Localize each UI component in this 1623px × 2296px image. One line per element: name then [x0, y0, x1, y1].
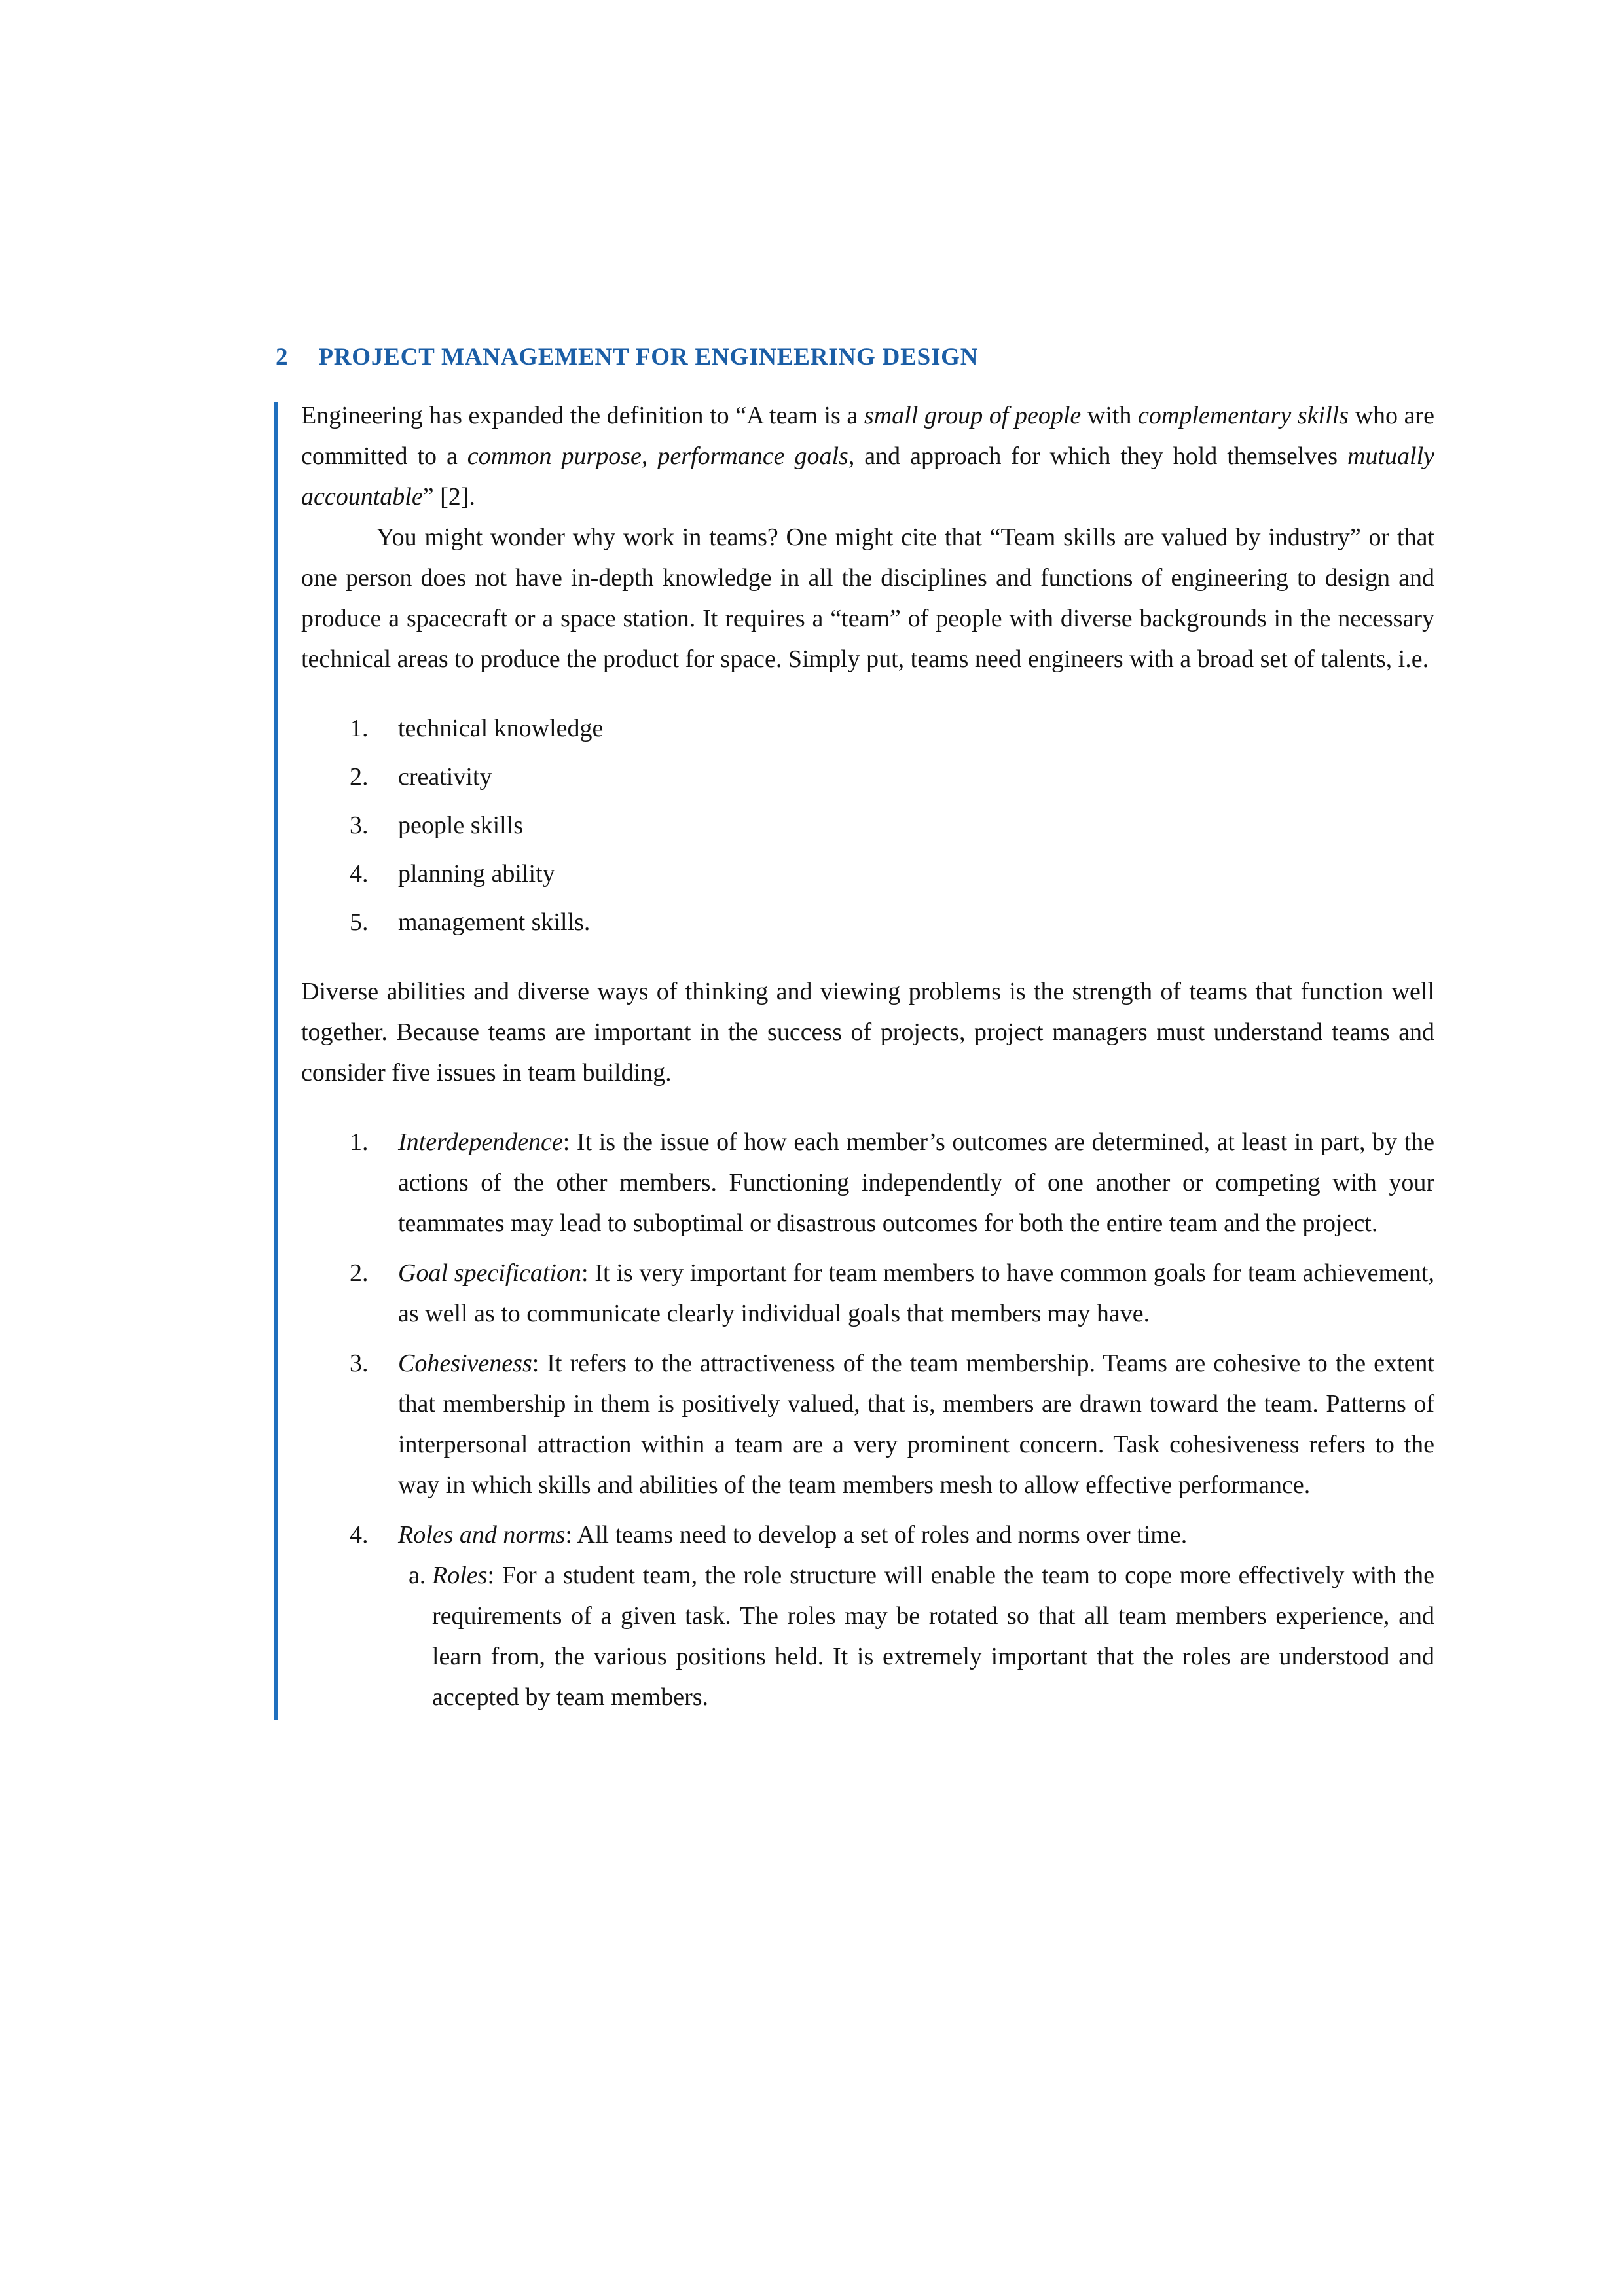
list-text: Cohesiveness: It refers to the attractiveness of the team membership. Teams are cohesive to the extent that membership in them is positively valued, that is, members are drawn toward the team. Patterns of interpersonal attraction within a team are a very prominent concern. Task cohesiveness refers to the way in which skills and abilities of the team members mesh to allow effective performance.	[398, 1350, 1434, 1499]
list-item	[301, 708, 1434, 749]
list-text: planning ability	[398, 860, 555, 888]
list-text: Interdependence: It is the issue of how each member’s outcomes are determined, at least in part, by the actions of the other members. Functioning independently of one another or competing with your teammates may lead to suboptimal or disastrous outcomes for both the entire team and the project.	[398, 1128, 1434, 1237]
list-item	[301, 853, 1434, 894]
talents-list	[301, 708, 1434, 942]
list-number: 2.	[350, 763, 369, 791]
list-text: Roles and norms: All teams need to develop a set of roles and norms over time.	[398, 1521, 1188, 1549]
list-text: management skills.	[398, 908, 591, 936]
sub-list-item-roles	[398, 1555, 1434, 1717]
list-number: 4.	[350, 860, 369, 888]
margin-rule	[274, 402, 278, 1720]
list-item-roles-and-norms	[301, 1515, 1434, 1717]
running-head	[276, 343, 978, 371]
list-item	[301, 757, 1434, 797]
list-item-cohesiveness	[301, 1343, 1434, 1505]
paragraph-why-teams: You might wonder why work in teams? One might cite that “Team skills are valued by industry” or that one person does not have in-depth knowledge in all the disciplines and functions of engineering to design and produce a spacecraft or a space station. It requires a “team” of people with diverse backgrounds in the necessary technical areas to produce the product for space. Simply put, teams need engineers with a broad set of talents, i.e.	[301, 524, 1434, 673]
list-number: 2.	[350, 1259, 369, 1287]
sub-list-text: Roles: For a student team, the role structure will enable the team to cope more effectively with the requirements of a given task. The roles may be rotated so that all team members experience, and learn from, the various positions held. It is extremely important that the roles are understood and accepted by team members.	[432, 1562, 1434, 1711]
list-text: people skills	[398, 812, 524, 839]
team-issues-list	[301, 1122, 1434, 1717]
list-number: 1.	[350, 1128, 369, 1156]
list-item-goal-specification	[301, 1253, 1434, 1334]
list-number: 5.	[350, 908, 369, 936]
page-number: 2	[276, 344, 289, 370]
list-item	[301, 902, 1434, 942]
paragraph-definition: Engineering has expanded the definition to “A team is a small group of people with complementary skills who are committed to a common purpose, performance goals, and approach for which they hold themselves mutually accountable” [2].	[301, 402, 1434, 511]
list-number: 4.	[350, 1521, 369, 1549]
list-number: 3.	[350, 1350, 369, 1377]
list-text: Goal specification: It is very important for team members to have common goals for team achievement, as well as to communicate clearly individual goals that members may have.	[398, 1259, 1434, 1327]
list-item	[301, 805, 1434, 846]
list-number: 1.	[350, 715, 369, 742]
chapter-title: PROJECT MANAGEMENT FOR ENGINEERING DESIGN	[318, 344, 979, 370]
list-text: creativity	[398, 763, 492, 791]
list-item-interdependence	[301, 1122, 1434, 1244]
list-text: technical knowledge	[398, 715, 604, 742]
paragraph-diverse-abilities: Diverse abilities and diverse ways of thinking and viewing problems is the strength of teams that function well together. Because teams are important in the success of projects, project managers must understand teams and consider five issues in team building.	[301, 978, 1434, 1086]
list-number: 3.	[350, 812, 369, 839]
body-text-block	[301, 395, 1434, 1717]
sub-list-label: a.	[409, 1562, 426, 1589]
